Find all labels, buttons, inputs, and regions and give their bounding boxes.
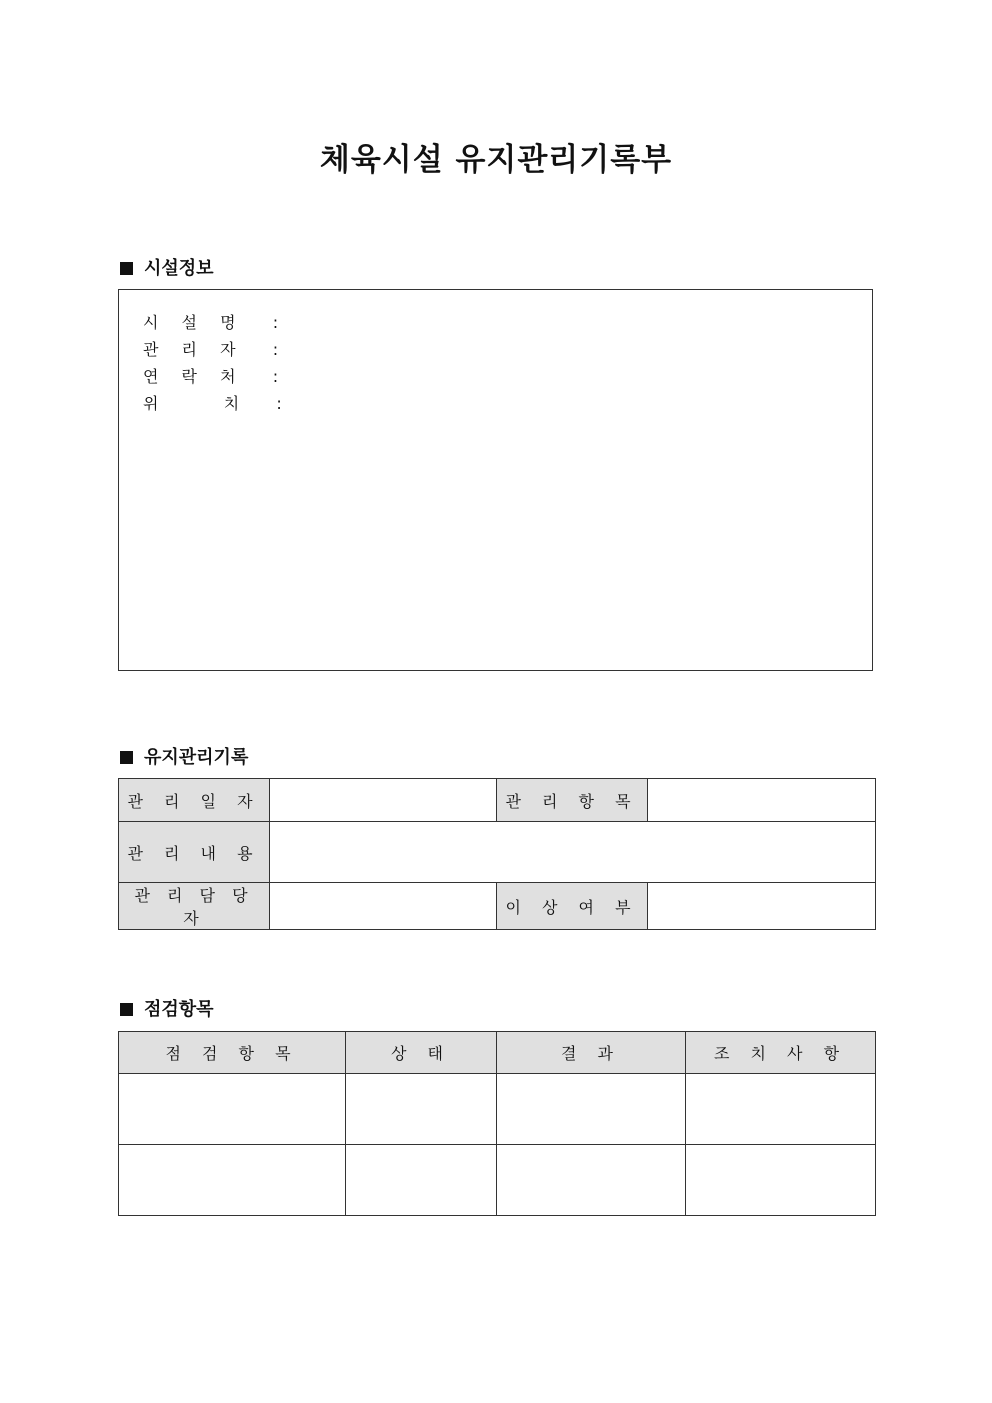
inspection-item-cell[interactable] bbox=[119, 1145, 346, 1216]
table-row bbox=[119, 1145, 876, 1216]
result-cell[interactable] bbox=[497, 1074, 686, 1145]
content-value-cell[interactable] bbox=[270, 822, 876, 883]
manager-value-cell[interactable] bbox=[270, 883, 497, 930]
action-cell[interactable] bbox=[686, 1074, 876, 1145]
item-label: 관 리 항 목 bbox=[497, 779, 648, 822]
table-header-row bbox=[119, 1032, 876, 1074]
table-row bbox=[119, 1074, 876, 1145]
item-value-cell[interactable] bbox=[648, 779, 876, 822]
column-header-result: 결 과 bbox=[497, 1032, 686, 1074]
status-cell[interactable] bbox=[346, 1145, 497, 1216]
section-maintenance-record bbox=[120, 743, 248, 769]
abnormal-label: 이 상 여 부 bbox=[497, 883, 648, 930]
section-title: 유지관리기록 bbox=[144, 747, 249, 768]
date-label: 관 리 일 자 bbox=[119, 779, 270, 822]
date-value-cell[interactable] bbox=[270, 779, 497, 822]
column-header-inspection-item: 점 검 항 목 bbox=[119, 1032, 346, 1074]
square-bullet-icon bbox=[120, 262, 133, 275]
square-bullet-icon bbox=[120, 1003, 133, 1016]
square-bullet-icon bbox=[120, 751, 133, 764]
facility-name-field: 시 설 명 : bbox=[143, 313, 288, 332]
table-row bbox=[119, 779, 876, 822]
facility-contact-field: 연 락 처 : bbox=[143, 367, 288, 386]
section-title: 점검항목 bbox=[144, 999, 214, 1020]
result-cell[interactable] bbox=[497, 1145, 686, 1216]
section-facility-info bbox=[120, 254, 214, 280]
facility-location-field: 위 치 : bbox=[143, 394, 291, 413]
facility-manager-field: 관 리 자 : bbox=[143, 340, 288, 359]
content-label: 관 리 내 용 bbox=[119, 822, 270, 883]
abnormal-value-cell[interactable] bbox=[648, 883, 876, 930]
section-inspection-items bbox=[120, 995, 214, 1021]
status-cell[interactable] bbox=[346, 1074, 497, 1145]
inspection-item-cell[interactable] bbox=[119, 1074, 346, 1145]
section-title: 시설정보 bbox=[144, 258, 214, 279]
document-title: 체육시설 유지관리기록부 bbox=[319, 142, 673, 178]
column-header-action: 조 치 사 항 bbox=[686, 1032, 876, 1074]
inspection-table bbox=[118, 1031, 876, 1216]
facility-info-box bbox=[118, 289, 873, 671]
column-header-status: 상 태 bbox=[346, 1032, 497, 1074]
table-row bbox=[119, 822, 876, 883]
action-cell[interactable] bbox=[686, 1145, 876, 1216]
manager-label: 관 리 담 당 자 bbox=[119, 883, 270, 930]
table-row bbox=[119, 883, 876, 930]
maintenance-record-table bbox=[118, 778, 876, 930]
